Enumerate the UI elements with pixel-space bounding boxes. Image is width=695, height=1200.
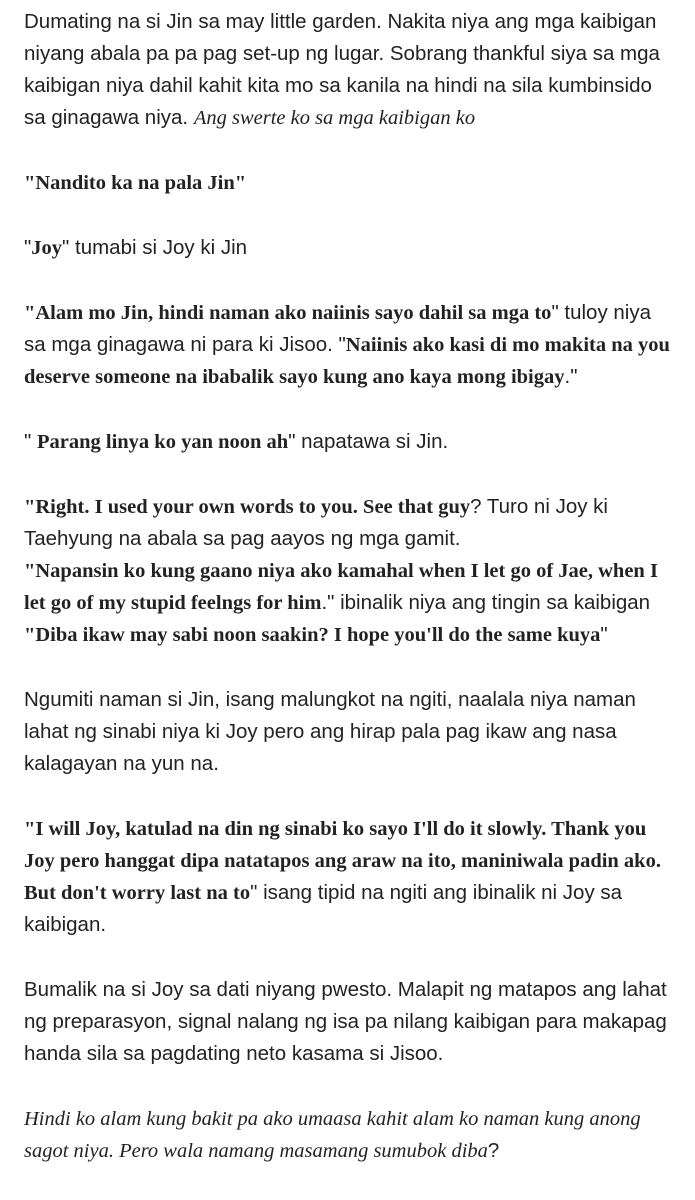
dialogue-text: "Alam mo Jin, hindi naman ako naiinis sayo dahil sa mga to <box>24 302 552 324</box>
dialogue-text: Parang linya ko yan noon ah <box>36 431 289 453</box>
dialogue-text: "Napansin ko kung gaano niya ako kamahal when I let go of Jae, when I let go of my stupid feelngs for him <box>24 560 658 614</box>
narration-text: " <box>24 236 32 259</box>
dialogue-text: "Diba ikaw may sabi noon saakin? I hope you'll do the same kuya <box>24 624 601 646</box>
story-paragraph <box>24 232 674 264</box>
story-paragraph <box>24 426 674 458</box>
story-paragraph <box>24 491 674 651</box>
narration-text: Dumating na si Jin sa may little garden. Nakita niya ang mga kaibigan niyang abala pa pa pag set-up ng lugar. Sobrang thankful siya sa mga kaibigan niya dahil kahit kita mo sa kanila na hindi na sila kumbinsido sa ginagawa niya. <box>24 10 660 129</box>
story-paragraph <box>24 684 674 780</box>
narration-text: ? <box>487 1139 500 1162</box>
inner-thought-text: Ang swerte ko sa mga kaibigan ko <box>193 107 476 129</box>
story-paragraph <box>24 6 674 134</box>
story-page <box>24 6 674 1200</box>
narration-text: " tuloy niya sa mga ginagawa ni para ki Jisoo. " <box>24 301 652 356</box>
dialogue-text: "I will Joy, katulad na din ng sinabi ko sayo I'll do it slowly. Thank you Joy pero hanggat dipa natatapos ang araw na ito, maniniwala padin ako. But don't worry last na to <box>24 818 661 904</box>
story-paragraph <box>24 297 674 393</box>
narration-text: " isang tipid na ngiti ang ibinalik ni Joy sa kaibigan. <box>24 881 623 936</box>
narration-text: " <box>24 430 37 453</box>
story-paragraph <box>24 974 674 1070</box>
story-paragraph <box>24 1103 674 1167</box>
narration-text: ? Turo ni Joy ki Taehyung na abala sa pag aayos ng mga gamit. <box>24 495 608 550</box>
inner-thought-text: Hindi ko alam kung bakit pa ako umaasa kahit alam ko naman kung anong sagot niya. Pero wala namang masamang sumubok diba <box>24 1108 641 1162</box>
dialogue-text: Joy <box>31 237 63 259</box>
dialogue-text: "Nandito ka na pala Jin" <box>24 172 247 194</box>
story-paragraph <box>24 167 674 199</box>
narration-text: ." ibinalik niya ang tingin sa kaibigan <box>321 591 651 614</box>
narration-text: " tumabi si Joy ki Jin <box>62 236 248 259</box>
narration-text: ." <box>564 365 578 388</box>
narration-text: " napatawa si Jin. <box>288 430 449 453</box>
story-paragraph <box>24 813 674 941</box>
narration-text: Ngumiti naman si Jin, isang malungkot na ngiti, naalala niya naman lahat ng sinabi niya ki Joy pero ang hirap pala pag ikaw ang nasa kalagayan na yun na. <box>24 688 636 775</box>
narration-text: Bumalik na si Joy sa dati niyang pwesto. Malapit ng matapos ang lahat ng preparasyon, signal nalang ng isa pa nilang kaibigan para makapag handa sila sa pagdating neto kasama si Jisoo. <box>24 978 667 1065</box>
dialogue-text: Naiinis ako kasi di mo makita na you deserve someone na ibabalik sayo kung ano kaya mong ibigay <box>24 334 670 388</box>
dialogue-text: "Right. I used your own words to you. See that guy <box>24 496 471 518</box>
narration-text: " <box>600 623 608 646</box>
